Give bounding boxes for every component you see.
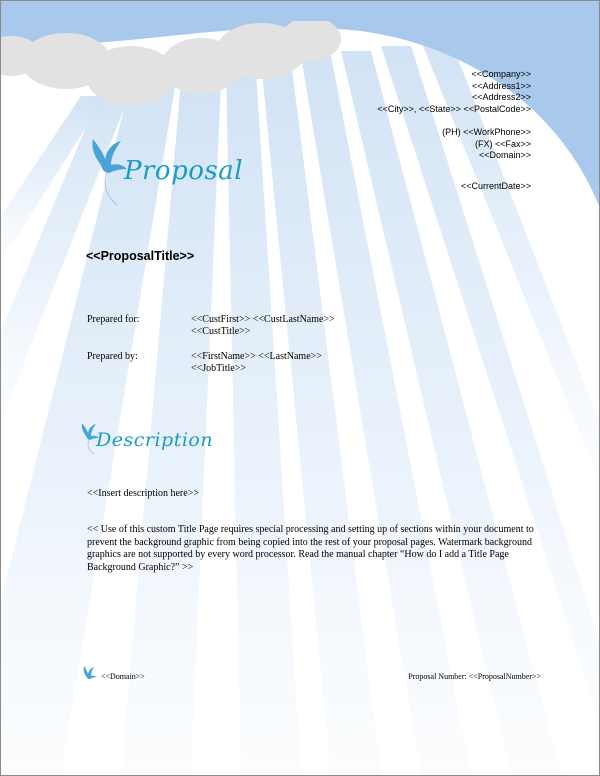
fax-line: (FX) <<Fax>> — [474, 138, 531, 149]
address2-line: <<Address2>> — [471, 92, 531, 102]
city-state-line: <<City>>, <<State>> <<PostalCode>> — [377, 103, 531, 114]
company-address-block — [377, 69, 531, 192]
prepared-for-name: <<CustFirst>> <<CustLastName>> — [191, 314, 335, 325]
prepared-by-name: <<FirstName>> <<LastName>> — [191, 351, 322, 362]
description-placeholder: <<Insert description here>> — [87, 488, 199, 499]
proposal-heading: Proposal — [124, 156, 244, 186]
bird-icon — [81, 665, 99, 687]
prepared-for-label: Prepared for: — [87, 314, 140, 325]
prepared-by-label: Prepared by: — [87, 351, 138, 362]
footer-domain: <<Domain>> — [101, 672, 145, 681]
footer-proposal-number: Proposal Number: <<ProposalNumber>> — [408, 672, 541, 681]
description-heading: Description — [96, 429, 214, 451]
prepared-for-title: <<CustTitle>> — [191, 326, 251, 337]
prepared-by-title: <<JobTitle>> — [191, 363, 246, 374]
company-line: <<Company>> — [471, 69, 531, 79]
proposal-title: <<ProposalTitle>> — [86, 249, 195, 263]
description-note: << Use of this custom Title Page requires special processing and setting up of sections within your document to prevent the background graphic from being copied into the rest of your proposal pages. Watermark background graphics are not supported by every word processor. Read the manual chapter “How do I add a Title Page Background Graphic?” >> — [87, 524, 534, 573]
domain-line: <<Domain>> — [478, 150, 531, 160]
phone-line: (PH) <<WorkPhone>> — [442, 127, 531, 137]
current-date: <<CurrentDate>> — [460, 180, 531, 191]
address1-line: <<Address1>> — [471, 80, 531, 91]
